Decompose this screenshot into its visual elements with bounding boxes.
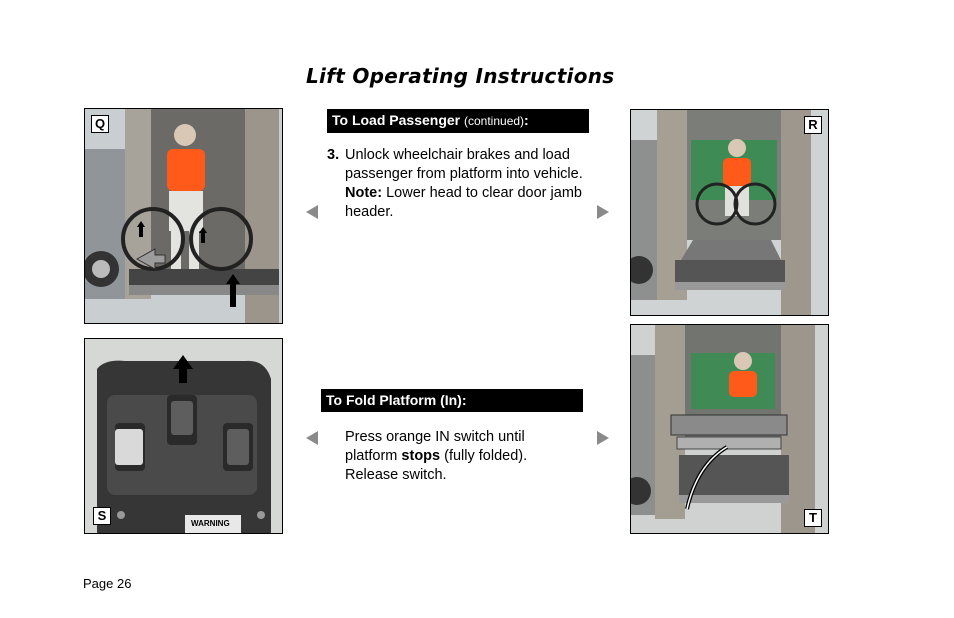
page-title: Lift Operating Instructions [306,64,615,88]
photo-t-illustration [631,325,828,533]
photo-q-illustration [85,109,282,323]
load-passenger-step-3 [327,146,600,222]
step-number: 3. [327,147,340,163]
photo-r-label: R [804,116,822,134]
left-arrow-icon [306,431,318,445]
photo-s-illustration [85,339,282,533]
load-passenger-header-suffix: (continued) [464,114,525,128]
photo-q-passenger-on-platform [84,108,283,324]
photo-t-label: T [804,509,822,527]
fold-platform-instructions [345,428,575,485]
fold-platform-header-title: To Fold Platform (In): [326,392,467,408]
step-text-2: Lower head to clear door jamb header. [345,185,582,220]
photo-q-label: Q [91,115,109,133]
step-text-1: Unlock wheelchair brakes and load passenger from platform into vehicle. [345,147,583,182]
fold-bold-word: stops [401,448,441,464]
photo-t-platform-folding [630,324,829,534]
note-label: Note: [345,185,383,201]
load-passenger-header-title: To Load Passenger [332,112,461,128]
fold-text-2: (fully folded). Release switch. [345,448,528,483]
left-arrow-icon [306,205,318,219]
photo-r-illustration [631,110,828,315]
load-passenger-header [327,109,589,133]
right-arrow-icon [597,205,609,219]
fold-platform-header [321,389,583,412]
load-passenger-header-colon: : [524,112,529,128]
page-number: Page 26 [83,576,132,591]
photo-r-passenger-in-vehicle [630,109,829,316]
photo-s-label: S [93,507,111,525]
photo-s-control-pendant [84,338,283,534]
right-arrow-icon [597,431,609,445]
warning-label: WARNING [191,519,230,528]
fold-text-1: Press orange IN switch until platform [345,429,525,464]
